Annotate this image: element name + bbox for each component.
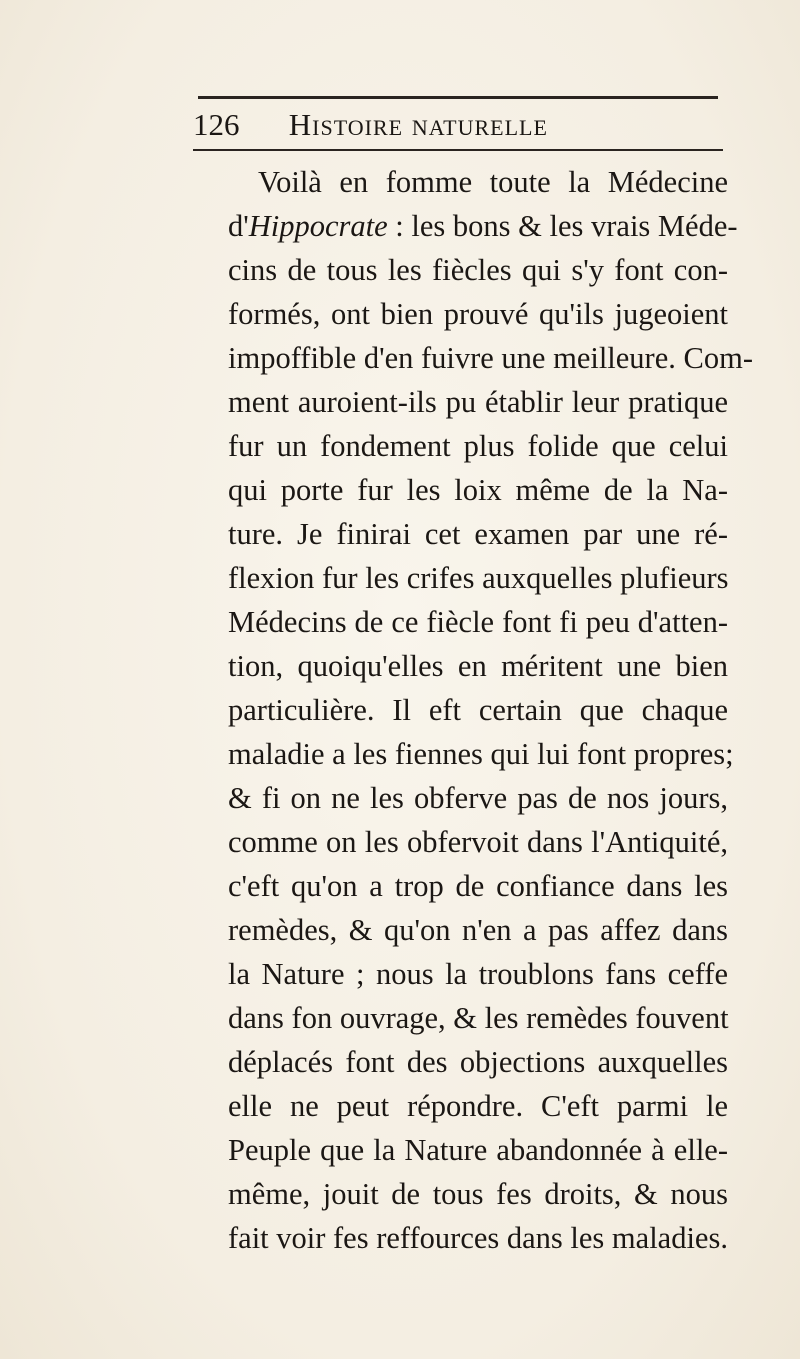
- text-line: ture. Je finirai cet examen par une ré-: [228, 517, 728, 551]
- page-header: [193, 103, 723, 147]
- text-line: particulière. Il eft certain que chaque: [228, 693, 728, 727]
- text-line: ment auroient-ils pu établir leur pratique: [228, 385, 728, 419]
- text-line: maladie a les fiennes qui lui font propres;: [228, 737, 734, 771]
- text-line: qui porte fur les loix même de la Na-: [228, 473, 728, 507]
- header-rule: [193, 149, 723, 151]
- page-number: 126: [193, 107, 240, 142]
- text-line: remèdes, & qu'on n'en a pas affez dans: [228, 913, 728, 947]
- top-rule: [198, 96, 718, 99]
- text-line: cins de tous les fiècles qui s'y font con-: [228, 253, 728, 287]
- author-name: Hippocrate: [248, 209, 388, 243]
- text-line: c'eft qu'on a trop de confiance dans les: [228, 869, 728, 903]
- text-line: impoffible d'en fuivre une meilleure. Com-: [228, 341, 753, 375]
- running-title: Histoire naturelle: [288, 107, 548, 142]
- text-line: comme on les obfervoit dans l'Antiquité,: [228, 825, 728, 859]
- text-line: fur un fondement plus folide que celui: [228, 429, 728, 463]
- text-line: la Nature ; nous la troublons fans ceffe: [228, 957, 728, 991]
- text-line: [228, 205, 738, 247]
- text-line: elle ne peut répondre. C'eft parmi le: [228, 1089, 728, 1123]
- text-line: flexion fur les crifes auxquelles plufieurs: [228, 561, 729, 595]
- text-line: & fi on ne les obferve pas de nos jours,: [228, 781, 728, 815]
- text-line: dans fon ouvrage, & les remèdes fouvent: [228, 1001, 729, 1035]
- text-line: tion, quoiqu'elles en méritent une bien: [228, 649, 728, 683]
- text-line: fait voir fes reffources dans les maladies.: [228, 1221, 728, 1255]
- text-line: Voilà en fomme toute la Médecine: [258, 165, 728, 199]
- text-line: déplacés font des objections auxquelles: [228, 1045, 728, 1079]
- text-line: Peuple que la Nature abandonnée à elle-: [228, 1133, 728, 1167]
- text-line: même, jouit de tous fes droits, & nous: [228, 1177, 728, 1211]
- text-fragment: : les bons & les vrais Méde-: [387, 209, 738, 243]
- text-line: Médecins de ce fiècle font fi peu d'atten-: [228, 605, 728, 639]
- text-fragment: d': [228, 209, 249, 243]
- text-line: formés, ont bien prouvé qu'ils jugeoient: [228, 297, 728, 331]
